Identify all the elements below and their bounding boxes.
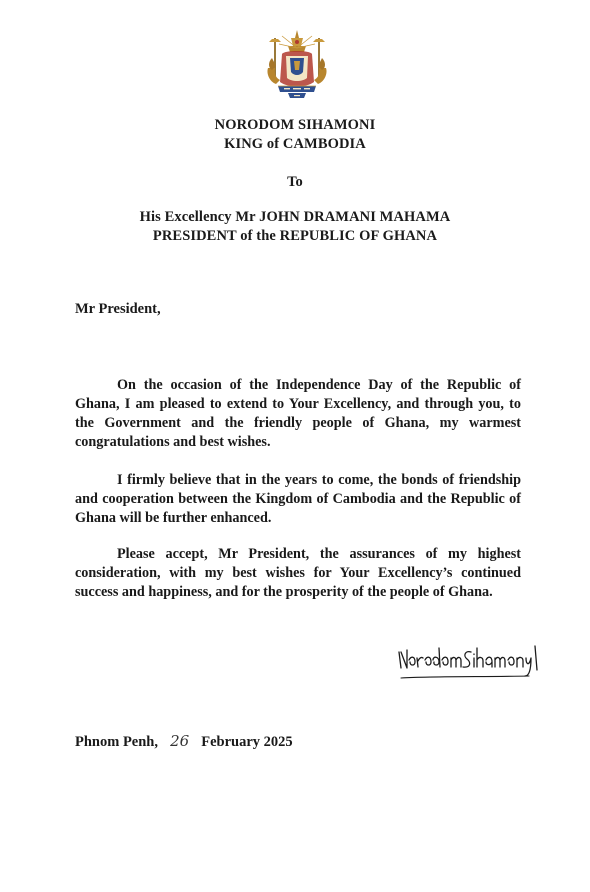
month-year: February 2025 — [201, 734, 293, 750]
recipient-title: PRESIDENT of the REPUBLIC OF GHANA — [152, 228, 438, 244]
body-paragraph: Please accept, Mr President, the assurances of my highest consideration, with my best wishes for Your Excellency’s continued success and happiness, and for the prosperity of the people of Ghana. — [75, 546, 521, 600]
recipient-name: His Excellency Mr JOHN DRAMANI MAHAMA — [139, 209, 451, 225]
dateline — [75, 732, 293, 751]
body-paragraph: I firmly believe that in the years to come, the bonds of friendship and cooperation between the Kingdom of Cambodia and the Republic of Ghana will be further enhanced. — [75, 472, 521, 526]
royal-arms-of-cambodia-icon — [262, 28, 332, 100]
body-paragraph: On the occasion of the Independence Day of the Republic of Ghana, I am pleased to extend to Your Excellency, and through you, to the Government and the friendly people of Ghana, my warmest congratulations and best wishes. — [75, 377, 521, 450]
salutation: Mr President, — [75, 301, 161, 317]
place: Phnom Penh, — [75, 734, 158, 750]
sender-name: NORODOM SIHAMONI — [214, 117, 376, 133]
handwritten-signature — [395, 634, 545, 682]
to-label: To — [287, 174, 303, 190]
sender-title: KING of CAMBODIA — [224, 136, 366, 152]
handwritten-day: 26 — [170, 732, 190, 750]
